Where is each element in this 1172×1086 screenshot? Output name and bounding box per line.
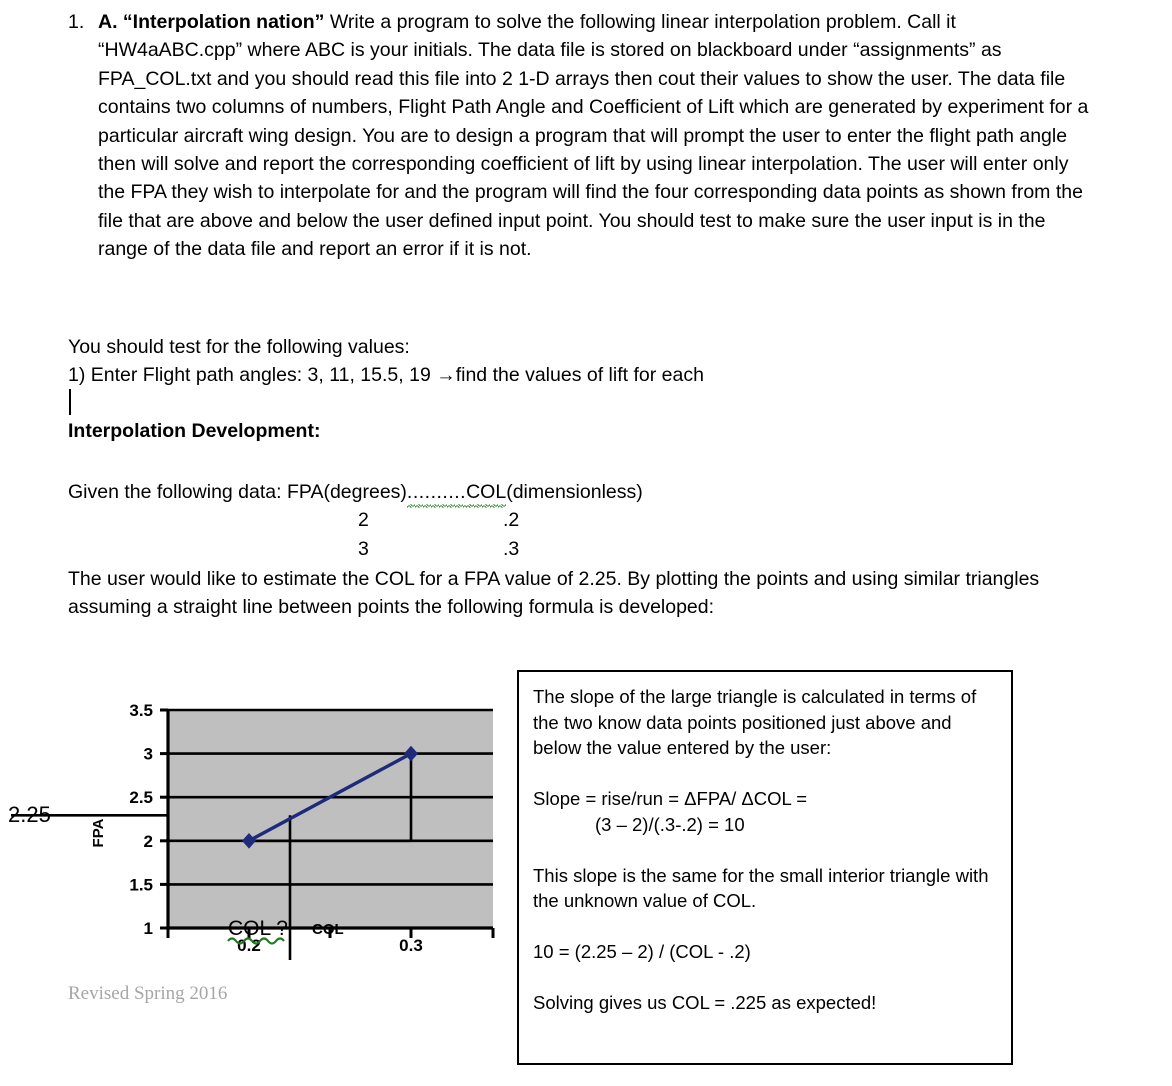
test-values-block	[68, 333, 1108, 390]
unknown-col-label: COL ?	[228, 917, 288, 940]
spacer	[533, 914, 997, 940]
spacer	[533, 965, 997, 991]
interpolation-chart	[0, 660, 515, 960]
y-axis-title: FPA	[90, 818, 107, 848]
footer-revision-note: Revised Spring 2016	[68, 983, 228, 1004]
plot-area-background	[168, 710, 493, 928]
data-row	[68, 506, 768, 534]
problem-text	[98, 8, 1098, 264]
explanation-paragraph-1: The slope of the large triangle is calculated in terms of the two know data points positioned just above and below the value entered by the user:	[533, 686, 982, 758]
problem-title: A. “Interpolation nation”	[98, 11, 325, 33]
test-values-item-1: 1) Enter Flight path angles: 3, 11, 15.5, 19 →find the values of lift for each	[68, 364, 704, 387]
conclusion-text: Solving gives us COL = .225 as expected!	[533, 992, 877, 1013]
data-cell-col: .2	[503, 509, 520, 532]
reference-label-2-25: 2.25	[8, 802, 51, 827]
slope-equation-value: (3 – 2)/(.3-.2) = 10	[595, 813, 745, 835]
y-tick-label: 1.5	[129, 875, 153, 895]
given-data-block	[68, 478, 768, 563]
interpolation-development-heading: Interpolation Development:	[68, 420, 321, 442]
explanation-paragraph-2: This slope is the same for the small interior triangle with the unknown value of COL.	[533, 864, 994, 911]
y-tick-label: 2.5	[129, 788, 153, 808]
data-row	[68, 535, 768, 563]
estimate-paragraph: The user would like to estimate the COL for a FPA value of 2.25. By plotting the points and using similar triangles assuming a straight line between points the following formula is developed:	[68, 568, 1040, 619]
x-tick-label: 0.2	[237, 936, 261, 955]
list-item	[68, 8, 1098, 264]
data-cell-fpa: 2	[358, 509, 369, 532]
list-number: 1.	[68, 11, 85, 33]
y-tick-label: 3.5	[129, 701, 153, 720]
y-tick-labels	[129, 701, 153, 938]
data-cell-col: .3	[503, 537, 520, 560]
test-values-intro: You should test for the following values:	[68, 336, 410, 358]
interior-triangle-equation: 10 = (2.25 – 2) / (COL - .2)	[533, 941, 751, 962]
slope-equation-lead: Slope = rise/run = ΔFPA/ ΔCOL =	[533, 788, 808, 809]
explanation-box	[517, 670, 1013, 1065]
column-header-col: COL	[466, 478, 506, 506]
x-axis-title: COL	[312, 921, 344, 938]
problem-body: Write a program to solve the following linear interpolation problem. Call it “HW4aABC.cpp” where ABC is your initials. The data file is stored on blackboard under “assignments” as FPA_COL.txt and you should read this file into 2 1-D arrays then cout their values to show the user. The data file contains two columns of numbers, Flight Path Angle and Coefficient of Lift which are generated by experiment for a particular aircraft wing design. You are to design a program that will prompt the user to enter the flight path angle then will solve and report the corresponding coefficient of lift by using linear interpolation. The user will enter only the FPA they wish to interpolate for and the program will find the four corresponding data points as shown from the file that are above and below the user defined input point. You should test to make sure the user input is in the range of the data file and report an error if it is not.	[98, 11, 1089, 261]
text-cursor	[69, 389, 71, 415]
column-header-fpa: FPA(degrees)	[286, 481, 407, 503]
problem-statement	[68, 8, 1098, 264]
y-tick-label: 1	[143, 919, 153, 938]
data-cell-fpa: 3	[358, 537, 369, 560]
spacer	[533, 837, 997, 863]
column-header-col-suffix: (dimensionless)	[506, 481, 643, 503]
y-tick-label: 3	[143, 744, 153, 764]
dot-leader: ..........	[407, 478, 466, 506]
x-tick-label: 0.3	[399, 936, 423, 955]
given-data-intro: Given the following data:	[68, 481, 287, 503]
spacer	[533, 761, 997, 787]
given-data-header-row	[68, 478, 768, 506]
y-tick-label: 2	[143, 831, 153, 851]
